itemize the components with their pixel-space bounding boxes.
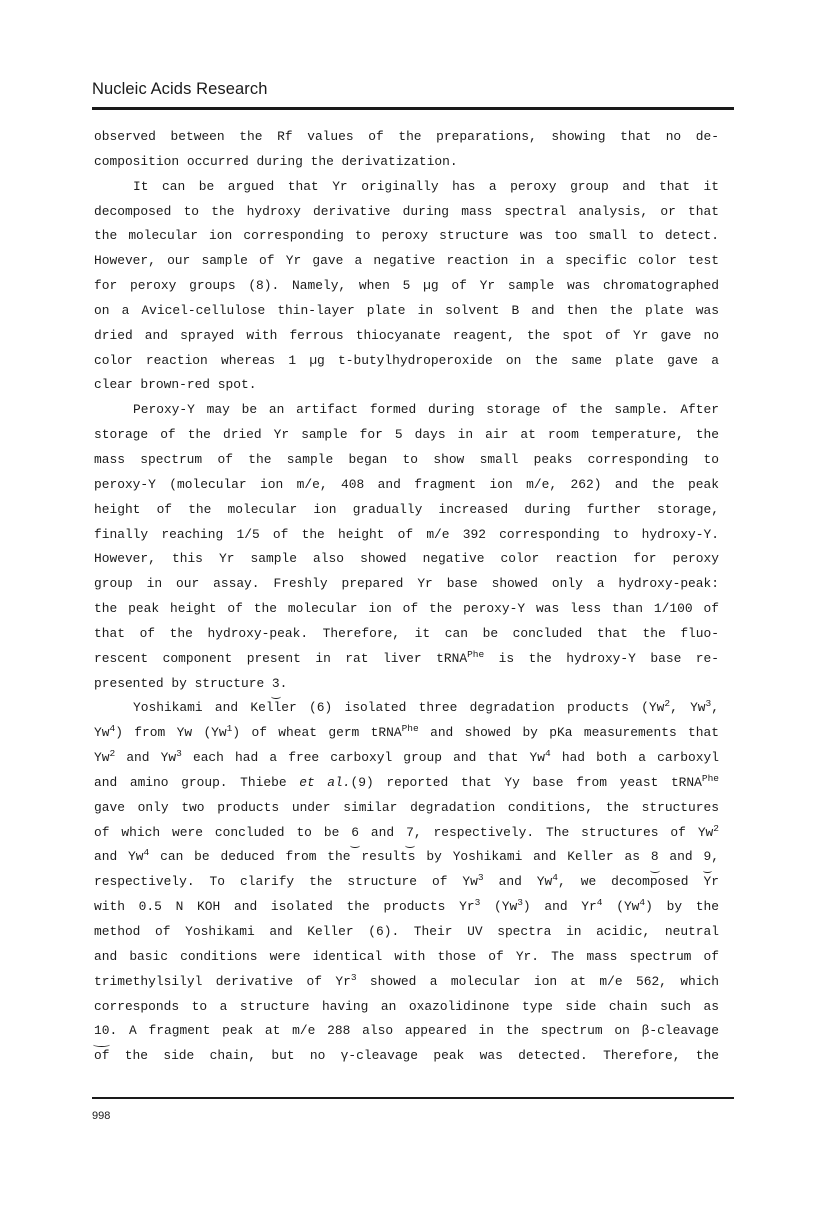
superscript: 3 bbox=[176, 748, 182, 760]
text-line bbox=[94, 970, 719, 995]
compound-ref: 3 bbox=[272, 672, 280, 697]
text-run: with 0.5 N KOH and isolated the products Yr bbox=[94, 899, 475, 915]
text-line: It can be argued that Yr originally has a peroxy group and that it bbox=[133, 178, 719, 194]
body-text bbox=[94, 125, 719, 1069]
text-run: presented by structure bbox=[94, 675, 272, 691]
text-line: that of the hydroxy-peak. Therefore, it can be concluded that the fluo- bbox=[94, 625, 719, 641]
text-run: , respectively. The structures of Yw bbox=[413, 824, 714, 840]
text-line: method of Yoshikami and Keller (6). Their UV spectra in acidic, neutral bbox=[94, 924, 719, 939]
text-line bbox=[94, 672, 719, 697]
superscript: 3 bbox=[705, 698, 712, 710]
text-run: (Yw bbox=[480, 899, 518, 915]
text-run: of which were concluded to be bbox=[94, 824, 352, 840]
text-run: trimethylsilyl derivative of Yr bbox=[94, 973, 351, 989]
text-run: showed a molecular ion at m/e 562, which bbox=[356, 973, 719, 989]
text-line: clear brown-red spot. bbox=[94, 377, 257, 393]
text-run: (Yw bbox=[602, 899, 640, 915]
text-run: Yw bbox=[94, 725, 110, 741]
text-line bbox=[94, 845, 719, 870]
compound-ref: 6 bbox=[351, 821, 359, 846]
text-line bbox=[94, 870, 719, 895]
text-line: However, this Yr sample also showed negative color reaction for peroxy bbox=[94, 551, 719, 567]
compound-ref: 10 bbox=[94, 1019, 109, 1044]
superscript: 4 bbox=[552, 872, 558, 884]
compound-ref: 9 bbox=[704, 845, 712, 870]
text-run: and Yw bbox=[483, 874, 553, 890]
text-run: , bbox=[711, 700, 719, 716]
superscript: 2 bbox=[109, 748, 116, 760]
text-line: composition occurred during the derivatization. bbox=[94, 153, 458, 169]
text-run: and Yw bbox=[115, 750, 177, 766]
text-line: group in our assay. Freshly prepared Yr base showed only a hydroxy-peak: bbox=[94, 576, 719, 592]
superscript: 3 bbox=[517, 897, 523, 909]
superscript: 3 bbox=[474, 897, 481, 909]
superscript: Phe bbox=[401, 723, 419, 735]
text-line bbox=[94, 821, 719, 846]
text-line: and basic conditions were identical with those of Yr. The mass spectrum of bbox=[94, 948, 719, 964]
text-line bbox=[94, 647, 719, 672]
text-line bbox=[94, 1019, 719, 1044]
superscript: 2 bbox=[664, 698, 671, 710]
superscript: 4 bbox=[596, 897, 603, 909]
text-run: ) and Yr bbox=[522, 899, 597, 915]
text-run: and bbox=[359, 824, 407, 840]
text-run: is the hydroxy-Y base re- bbox=[484, 650, 719, 666]
text-run: ) by the bbox=[645, 899, 719, 915]
text-line: color reaction whereas 1 µg t-butylhydroperoxide on the same plate gave a bbox=[94, 352, 719, 368]
text-run: , Yw bbox=[670, 700, 706, 716]
text-line: dried and sprayed with ferrous thiocyanate reagent, the spot of Yr gave no bbox=[94, 327, 719, 343]
text-run: . A fragment peak at m/e 288 also appeared in the spectrum on β-cleavage bbox=[109, 1023, 719, 1039]
superscript: 3 bbox=[477, 872, 484, 884]
text-line: gave only two products under similar degradation conditions, the structures bbox=[94, 799, 719, 815]
text-line: finally reaching 1/5 of the height of m/e 392 corresponding to hydroxy-Y. bbox=[94, 526, 719, 542]
superscript: 3 bbox=[350, 971, 357, 983]
text-line bbox=[94, 721, 719, 746]
text-run: , we decomposed Yr bbox=[557, 874, 719, 890]
text-line: observed between the Rf values of the preparations, showing that no de- bbox=[94, 129, 719, 144]
text-run: (9) reported that Yy base from yeast tRNA bbox=[350, 774, 702, 790]
journal-title: Nucleic Acids Research bbox=[92, 80, 268, 98]
text-line: storage of the dried Yr sample for 5 days in air at room temperature, the bbox=[94, 427, 719, 443]
text-line: peroxy-Y (molecular ion m/e, 408 and fragment ion m/e, 262) and the peak bbox=[94, 476, 719, 492]
footer-rule bbox=[92, 1097, 734, 1099]
text-line bbox=[94, 771, 719, 796]
superscript: 4 bbox=[143, 847, 150, 859]
superscript: Phe bbox=[467, 648, 485, 660]
superscript: 1 bbox=[226, 723, 233, 735]
text-run: respectively. To clarify the structure of Yw bbox=[94, 874, 478, 890]
page-number: 998 bbox=[92, 1110, 111, 1122]
text-run: and showed by pKa measurements that bbox=[418, 725, 719, 741]
text-run: , bbox=[711, 849, 719, 865]
text-line: for peroxy groups (8). Namely, when 5 µg of Yr sample was chromatographed bbox=[94, 278, 719, 294]
text-run: . bbox=[279, 675, 288, 691]
superscript: 4 bbox=[639, 897, 646, 909]
text-run: can be deduced from the results by Yoshikami and Keller as bbox=[149, 849, 651, 865]
text-line: on a Avicel-cellulose thin-layer plate in solvent B and then the plate was bbox=[94, 302, 719, 318]
superscript: 4 bbox=[545, 748, 551, 760]
text-run: and amino group. Thiebe bbox=[94, 774, 300, 790]
text-run: Yoshikami and Keller (6) isolated three degradation products (Yw bbox=[133, 700, 665, 716]
text-line: However, our sample of Yr gave a negative reaction in a specific color test bbox=[94, 253, 719, 269]
header-rule bbox=[92, 107, 734, 110]
text-run: Yw bbox=[94, 750, 110, 766]
text-line: the molecular ion corresponding to peroxy structure was too small to detect. bbox=[94, 228, 719, 244]
superscript: 4 bbox=[109, 723, 116, 735]
text-run: ) of wheat germ tRNA bbox=[232, 725, 402, 741]
text-line bbox=[94, 746, 719, 771]
italic-text: et al. bbox=[299, 774, 351, 790]
text-run: each had a free carboxyl group and that Yw bbox=[181, 750, 545, 766]
text-run: and bbox=[658, 849, 704, 865]
text-line: decomposed to the hydroxy derivative during mass spectral analysis, or that bbox=[94, 203, 719, 219]
superscript: 2 bbox=[713, 822, 719, 834]
text-line bbox=[94, 696, 719, 721]
text-run: rescent component present in rat liver tRNA bbox=[94, 650, 468, 666]
compound-ref: 8 bbox=[651, 845, 659, 870]
text-line: mass spectrum of the sample began to show small peaks corresponding to bbox=[94, 451, 719, 467]
text-run: ) from Yw (Yw bbox=[115, 725, 227, 741]
text-run: and Yw bbox=[94, 849, 144, 865]
text-line: height of the molecular ion gradually increased during further storage, bbox=[94, 501, 719, 517]
text-line: of the side chain, but no γ-cleavage peak was detected. Therefore, the bbox=[94, 1048, 719, 1064]
text-run: had both a carboxyl bbox=[550, 750, 719, 766]
text-line: corresponds to a structure having an oxazolidinone type side chain such as bbox=[94, 998, 719, 1014]
superscript: Phe bbox=[701, 772, 719, 784]
text-line bbox=[94, 895, 719, 920]
text-line: the peak height of the molecular ion of the peroxy-Y was less than 1/100 of bbox=[94, 601, 719, 617]
compound-ref: 7 bbox=[406, 821, 414, 846]
text-line: Peroxy-Y may be an artifact formed during storage of the sample. After bbox=[133, 402, 719, 418]
